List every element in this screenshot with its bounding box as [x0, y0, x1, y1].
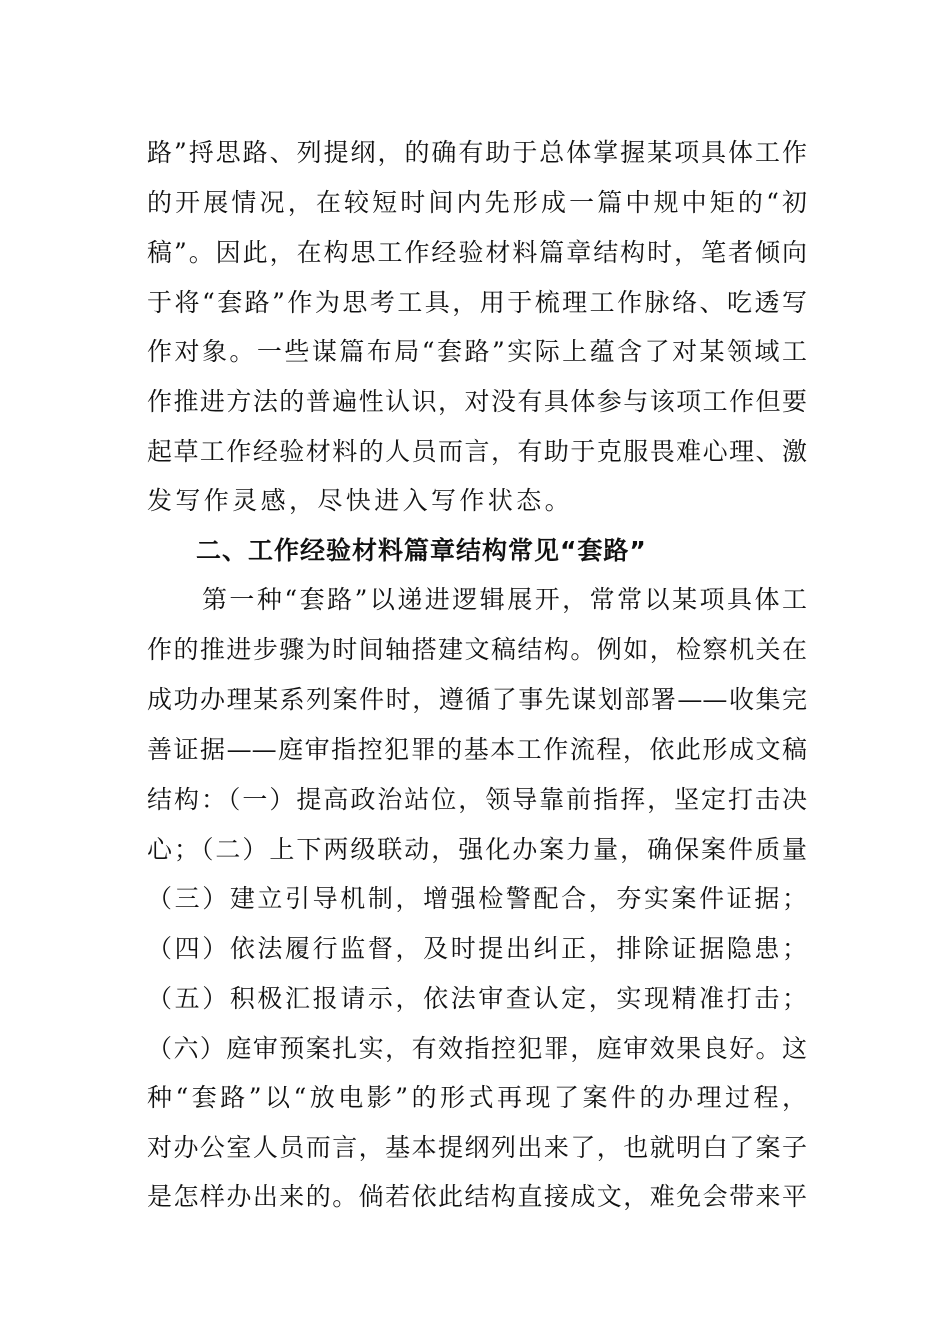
body-text-line: 作的推进步骤为时间轴搭建文稿结构。例如，检察机关在	[147, 635, 807, 664]
body-text-line: 善证据——庭审指控犯罪的基本工作流程，依此形成文稿	[147, 735, 807, 764]
body-text-line: 起草工作经验材料的人员而言，有助于克服畏难心理、激	[147, 437, 807, 466]
body-text-line: 于将“套路”作为思考工具，用于梳理工作脉络、吃透写	[147, 288, 807, 317]
body-text-line: （四）依法履行监督，及时提出纠正，排除证据隐患；	[147, 934, 807, 963]
body-text-line: 发写作灵感，尽快进入写作状态。	[147, 486, 574, 515]
body-text-line: 作推进方法的普遍性认识，对没有具体参与该项工作但要	[147, 387, 807, 416]
body-text-line: 作对象。一些谋篇布局“套路”实际上蕴含了对某领域工	[147, 337, 807, 366]
body-text-line: 对办公室人员而言，基本提纲列出来了，也就明白了案子	[147, 1133, 807, 1162]
body-text-line: 第一种“套路”以递进逻辑展开，常常以某项具体工	[147, 585, 807, 614]
body-text-line: 路”捋思路、列提纲，的确有助于总体掌握某项具体工作	[147, 138, 807, 167]
body-text-line: 稿”。因此，在构思工作经验材料篇章结构时，笔者倾向	[147, 238, 807, 267]
body-text-line: 结构：（一）提高政治站位，领导靠前指挥，坚定打击决	[147, 785, 807, 814]
body-text-line: 成功办理某系列案件时，遵循了事先谋划部署——收集完	[147, 685, 807, 714]
body-text-line: 是怎样办出来的。倘若依此结构直接成文，难免会带来平	[147, 1182, 807, 1211]
section-heading: 二、工作经验材料篇章结构常见“套路”	[196, 536, 647, 565]
body-text-line: （五）积极汇报请示，依法审查认定，实现精准打击；	[147, 984, 807, 1013]
body-text-line: 的开展情况，在较短时间内先形成一篇中规中矩的“初	[147, 188, 807, 217]
body-text-line: 心；（二）上下两级联动，强化办案力量，确保案件质量	[147, 835, 807, 864]
body-text-line: 种“套路”以“放电影”的形式再现了案件的办理过程，	[147, 1083, 807, 1112]
body-text-line: （六）庭审预案扎实，有效指控犯罪，庭审效果良好。这	[147, 1034, 807, 1063]
body-text-line: （三）建立引导机制，增强检警配合，夯实案件证据；	[147, 884, 807, 913]
